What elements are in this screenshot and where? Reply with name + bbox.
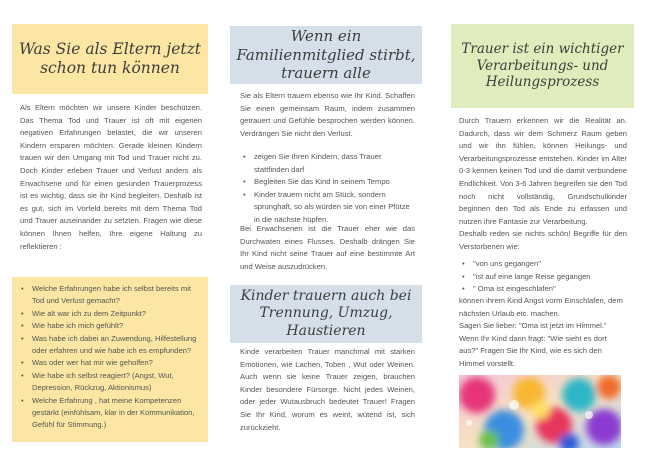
list-item: • " Oma ist eingeschlafen" [459, 283, 627, 296]
intro-eltern: Als Eltern möchten wir unsere Kinder beschützen. Das Thema Tod und Trauer ist oft mit eigenen negativen Erfahrungen belastet, die wir unseren Kindern ersparen möchten. Gerade kleinen Kindern trauen wir den Umgang mit Tod und Trauer nicht zu. Doch Kinder erleben Trauer und Verlust anders als Erwachsene und für einen gesunden Trauerprozess ist es wichtig, dass sie ihr Kind begleiten. Deshalb ist es gut, sich im Vorfeld bereits mit dem Thema Tod und Trauer auseinander zu setzten. Fragen wie diese können Ihnen helfen, Ihre eigene Haltung zu reflektieren : [20, 103, 202, 251]
intro-familienmitglied: Sie als Eltern trauern ebenso wie Ihr Kind. Schaffen Sie einen gemeinsam Raum, indem zusammen getrauert und Gefühle besprochen werden können. Verdrängen Sie nicht den Verlust. [240, 91, 415, 138]
list-item: • Begleiten Sie das Kind in seinem Tempo [240, 176, 415, 189]
erwachsene-paragraph: Bei Erwachsenen ist die Trauer eher wie das Durchwaten eines Flusses. Deshalb drängen Sie Ihr Kind nicht seine Trauer auf eine bestimmte Art und Weise auszudrücken. [240, 224, 415, 271]
list-item: • Was oder wer hat mir wie geholfen? [18, 357, 200, 369]
trauer-bullets [240, 151, 415, 227]
angst-text: können ihrem Kind Angst vorm Einschlafen, dem nächsten Urlaub etc. machen. [459, 296, 623, 318]
heading-familienmitglied: Wenn ein Familienmitglied stirbt, trauern alle [230, 26, 422, 84]
list-item: • zeigen Sie Ihren Kindern, dass Trauer stattfinden darf [240, 151, 415, 176]
list-item: • Was habe ich dabei an Zuwendung, Hilfestellung oder erfahren und wie habe ich es empfunden? [18, 333, 200, 358]
angst-paragraph [459, 295, 627, 371]
list-item: • Welche Erfahrungen habe ich selbst bereits mit Tod und Verlust gemacht? [18, 283, 200, 308]
list-item: • Wie alt war ich zu dem Zeitpunkt? [18, 308, 200, 320]
heading-heilungsprozess: Trauer ist ein wichtiger Verarbeitungs- und Heilungsprozess [451, 24, 634, 108]
reflection-questions-box [12, 277, 208, 442]
list-item: • Kinder trauern nicht am Stück, sondern sprunghaft, so als würden sie von einer Pfütze in die nächste hüpfen. [240, 189, 415, 227]
list-item: • "ist auf eine lange Reise gegangen [459, 271, 627, 284]
himmel-text: Sagen Sie lieber: "Oma ist jetzt im Himmel." Wenn Ihr Kind dann fragt: "Wie sieht es dort aus?" Fragen Sie Ihr Kind, wie es sich den Himmel vorstellt. [459, 321, 607, 368]
begriffe-text: Deshalb reden sie nichts schön! Begriffe für den Verstorbenen wie: [459, 229, 627, 251]
list-item: • Welche Erfahrung , hat meine Kompetenzen gestärkt (einfühlsam, klar in der Kommunikation, Gefühl für Stimmung.) [18, 395, 200, 432]
heading-eltern: Was Sie als Eltern jetzt schon tun können [12, 24, 208, 94]
watercolor-image [459, 375, 621, 448]
list-item: • Wie habe ich selbst reagiert? (Angst, Wut, Depression, Rückzug, Aktionismus) [18, 370, 200, 395]
phrases-list [459, 258, 627, 296]
realitaet-paragraph [459, 115, 627, 254]
realitaet-text: Durch Trauern erkennen wir die Realität an. Dadurch, dass wir dem Schmerz Raum geben und wir ihn fühlen, können Heilungs- und Verarbeitungsprozesse entstehen. Kinder im Alter 0-3 kennen keinen Tod und die damit verbundene Endlichkeit. Von 3-6 Jahren begreifen sie den Tod noch nicht vollständig, Grundschulkinder beginnen den Tod als Ende zu erfassen und nutzen ihre Fantasie zur Verarbeitung. [459, 116, 627, 226]
heading-trennung: Kinder trauern auch bei Trennung, Umzug, Haustieren [230, 285, 422, 343]
list-item: • "von uns gegangen" [459, 258, 627, 271]
list-item: • Wie habe ich mich gefühlt? [18, 320, 200, 332]
emotionen-paragraph: Kinde verarbeiten Trauer manchmal mit starken Emotionen, wie Lachen, Toben , Wut oder Weinen. Auch wenn sie keine Trauer zeigen, brauchen Kinder besondere Fürsorge. Nicht jedes Weinen, oder jeder Wutausbruch bedeutet Trauer! Fragen Sie Ihr Kind, worum es weint, wütend ist, sich zurückzieht. [240, 347, 415, 432]
